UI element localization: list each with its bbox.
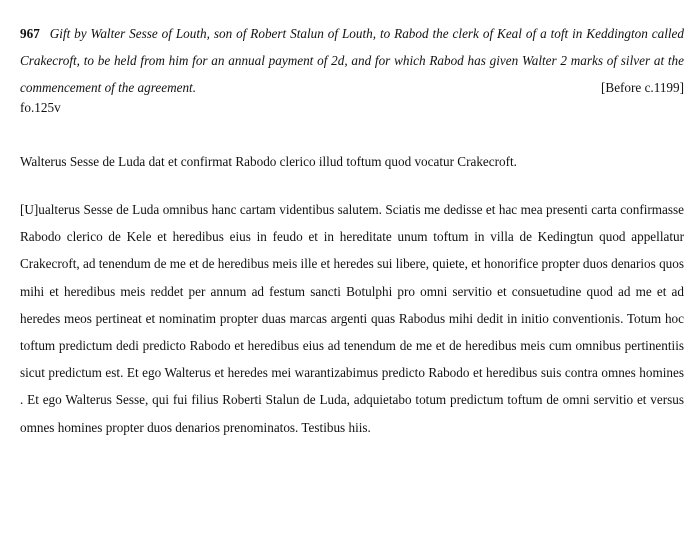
entry-date: [Before c.1199] <box>601 80 684 95</box>
entry-header <box>20 20 684 101</box>
latin-summary: Walterus Sesse de Luda dat et confirmat Rabodo clerico illud toftum quod vocatur Crakecroft. <box>20 154 517 169</box>
document-page <box>20 20 684 441</box>
entry-summary: Gift by Walter Sesse of Louth, son of Robert Stalun of Louth, to Rabod the clerk of Keal of a toft in Keddington called Crakecroft, to be held from him for an annual payment of 2d, and for which Rabod has given Walter 2 marks of silver at the commencement of the agreement. <box>20 26 684 95</box>
folio-reference: fo.125v <box>20 100 61 115</box>
charter-text: [U]ualterus Sesse de Luda omnibus hanc cartam videntibus salutem. Sciatis me dedisse et hac mea presenti carta confirmasse Rabodo clerico de Kele et heredibus eius in feudo et in hereditate unum toftum in villa de Kedingtun quod appellatur Crakecroft, ad tenendum de me et de heredibus meis ille et heredes sui libere, quiete, et honorifice propter duos denarios quos mihi et heredibus meis reddet per annum ad festum sancti Botulphi pro omni servitio et consuetudine quod ad me et ad heredes meos pertineat et nominatim propter duas marcas argenti quas Rabodus mihi dedit in initio conventionis. Totum hoc toftum predictum dedi predicto Rabodo et heredibus eius ad tenendum de me et de heredibus meis cum omnibus pertinentiis sicut predictum est. Et ego Walterus et heredes mei warantizabimus predicto Rabodo et heredibus suis contra omnes homines . Et ego Walterus Sesse, qui fui filius Roberti Stalun de Luda, adquietabo totum predictum toftum de omni servitio et versus omnes homines propter duos denarios prenominatos. Testibus hiis. <box>20 202 684 435</box>
entry-number: 967 <box>20 26 40 41</box>
